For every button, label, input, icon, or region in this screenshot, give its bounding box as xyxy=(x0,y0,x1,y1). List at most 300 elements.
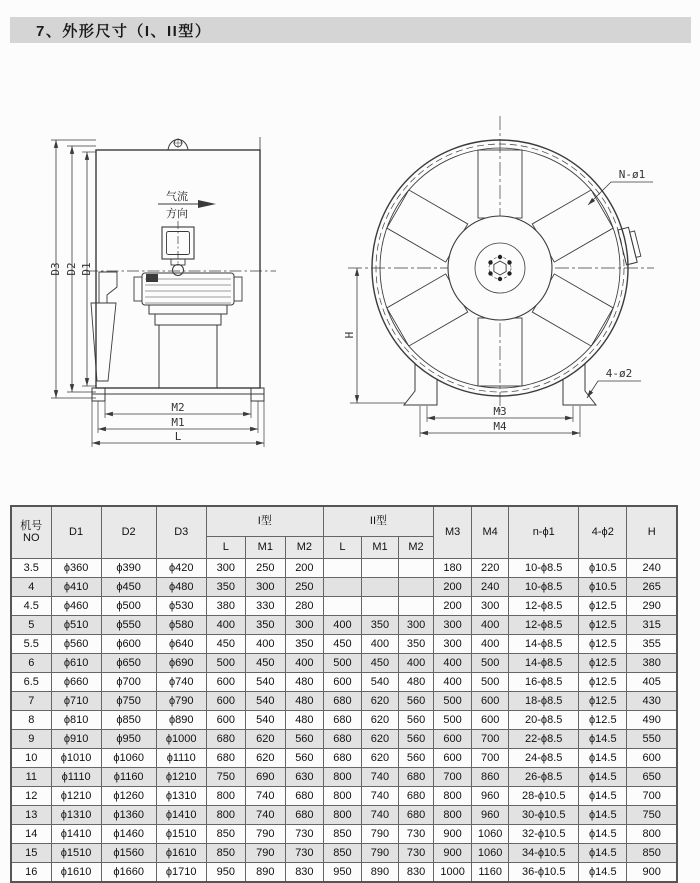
table-cell: 620 xyxy=(361,729,398,748)
table-cell: ϕ1310 xyxy=(51,805,101,824)
table-cell xyxy=(323,558,361,577)
col-header-type1-m1: M1 xyxy=(245,536,285,558)
side-view-drawing xyxy=(51,137,276,447)
table-cell: ϕ480 xyxy=(156,577,206,596)
table-cell: 680 xyxy=(206,748,245,767)
table-cell: ϕ460 xyxy=(51,596,101,615)
table-cell: 680 xyxy=(399,767,434,786)
dim-label-d1: D1 xyxy=(80,262,93,276)
hole-label-leaders xyxy=(587,182,653,398)
table-cell: 740 xyxy=(361,767,398,786)
table-cell: 450 xyxy=(245,653,285,672)
dim-label-l: L xyxy=(174,430,182,443)
table-cell: 350 xyxy=(399,634,434,653)
table-cell: ϕ1110 xyxy=(156,748,206,767)
table-cell: 690 xyxy=(245,767,285,786)
table-cell: 16 xyxy=(11,862,51,882)
table-cell: 900 xyxy=(434,824,472,843)
table-cell: 10-ϕ8.5 xyxy=(509,558,579,577)
table-cell: 540 xyxy=(245,672,285,691)
table-cell xyxy=(361,596,398,615)
table-cell: 800 xyxy=(434,786,472,805)
page-title: 7、外形尺寸（I、II型） xyxy=(36,22,212,40)
label-foot-hole: 4-ø2 xyxy=(605,367,633,380)
table-row xyxy=(11,634,677,653)
table-cell: 730 xyxy=(399,843,434,862)
table-cell: 400 xyxy=(361,634,398,653)
table-row xyxy=(11,577,677,596)
table-row xyxy=(11,653,677,672)
table-cell: ϕ690 xyxy=(156,653,206,672)
col-header-m3: M3 xyxy=(434,506,472,558)
table-cell: 600 xyxy=(434,748,472,767)
col-header-type2: II型 xyxy=(323,506,433,536)
table-row xyxy=(11,558,677,577)
table-cell: ϕ810 xyxy=(51,710,101,729)
table-cell: ϕ420 xyxy=(156,558,206,577)
table-cell: 680 xyxy=(285,805,323,824)
table-cell: 730 xyxy=(399,824,434,843)
airflow-label-bottom: 方向 xyxy=(166,208,188,220)
table-cell: 800 xyxy=(323,786,361,805)
table-cell: 560 xyxy=(399,729,434,748)
table-cell: 300 xyxy=(434,634,472,653)
table-row xyxy=(11,710,677,729)
table-cell: ϕ910 xyxy=(51,729,101,748)
col-header-no xyxy=(11,506,51,558)
table-cell: 950 xyxy=(323,862,361,882)
table-cell: 850 xyxy=(323,824,361,843)
table-cell: 560 xyxy=(399,710,434,729)
table-cell: 480 xyxy=(285,672,323,691)
table-cell: 900 xyxy=(627,862,677,882)
table-row xyxy=(11,786,677,805)
table-cell: 890 xyxy=(361,862,398,882)
table-cell: 380 xyxy=(206,596,245,615)
table-cell: ϕ1010 xyxy=(51,748,101,767)
table-cell: ϕ1610 xyxy=(51,862,101,882)
table-cell: 12 xyxy=(11,786,51,805)
table-cell: 26-ϕ8.5 xyxy=(509,767,579,786)
table-cell: 600 xyxy=(206,672,245,691)
table-cell: ϕ950 xyxy=(101,729,156,748)
table-cell: 14 xyxy=(11,824,51,843)
table-cell: 730 xyxy=(285,824,323,843)
col-header-no-bottom: NO xyxy=(23,532,40,545)
table-cell: ϕ1110 xyxy=(51,767,101,786)
col-header-d3: D3 xyxy=(156,506,206,558)
table-cell: 500 xyxy=(434,710,472,729)
table-row xyxy=(11,615,677,634)
table-cell: 600 xyxy=(627,748,677,767)
table-cell: ϕ1410 xyxy=(51,824,101,843)
table-cell: 620 xyxy=(245,748,285,767)
table-cell: 500 xyxy=(472,672,509,691)
col-header-n-phi1: n-ϕ1 xyxy=(509,506,579,558)
table-cell xyxy=(399,577,434,596)
table-cell: 480 xyxy=(399,672,434,691)
table-cell: ϕ650 xyxy=(101,653,156,672)
table-cell: 790 xyxy=(361,824,398,843)
table-cell: 560 xyxy=(285,729,323,748)
table-cell: ϕ580 xyxy=(156,615,206,634)
table-cell: 9 xyxy=(11,729,51,748)
table-cell: ϕ14.5 xyxy=(579,805,627,824)
table-cell: 400 xyxy=(472,615,509,634)
table-cell: ϕ10.5 xyxy=(579,577,627,596)
table-cell: 350 xyxy=(285,634,323,653)
table-cell: 850 xyxy=(323,843,361,862)
table-cell: 1060 xyxy=(472,843,509,862)
col-header-type1: I型 xyxy=(206,506,323,536)
table-cell: ϕ1310 xyxy=(156,786,206,805)
table-cell: ϕ12.5 xyxy=(579,672,627,691)
col-header-type2-m1: M1 xyxy=(361,536,398,558)
col-header-h: H xyxy=(627,506,677,558)
table-cell: 13 xyxy=(11,805,51,824)
table-cell: 3.5 xyxy=(11,558,51,577)
table-cell: ϕ1160 xyxy=(101,767,156,786)
table-cell: 400 xyxy=(245,634,285,653)
table-cell: ϕ14.5 xyxy=(579,862,627,882)
table-cell: ϕ1260 xyxy=(101,786,156,805)
motor-head xyxy=(162,221,194,276)
table-cell: 7 xyxy=(11,691,51,710)
table-cell: ϕ12.5 xyxy=(579,596,627,615)
table-cell: 12-ϕ8.5 xyxy=(509,615,579,634)
airflow-label-top: 气流 xyxy=(166,191,188,203)
table-cell: 300 xyxy=(206,558,245,577)
table-cell: 5.5 xyxy=(11,634,51,653)
table-cell: ϕ390 xyxy=(101,558,156,577)
table-cell: 500 xyxy=(206,653,245,672)
table-cell: 480 xyxy=(285,710,323,729)
table-cell: 620 xyxy=(245,729,285,748)
motor-body xyxy=(134,273,242,388)
table-cell: ϕ560 xyxy=(51,634,101,653)
table-cell: 22-ϕ8.5 xyxy=(509,729,579,748)
table-cell: ϕ12.5 xyxy=(579,691,627,710)
table-cell: ϕ740 xyxy=(156,672,206,691)
table-cell: 830 xyxy=(285,862,323,882)
table-cell: 220 xyxy=(472,558,509,577)
col-header-type2-l: L xyxy=(323,536,361,558)
front-extension-lines xyxy=(350,403,580,437)
table-cell: 850 xyxy=(627,843,677,862)
table-cell: 240 xyxy=(472,577,509,596)
col-header-d1: D1 xyxy=(51,506,101,558)
table-cell: 490 xyxy=(627,710,677,729)
fan-casing-outline xyxy=(96,150,260,388)
table-cell: ϕ410 xyxy=(51,577,101,596)
table-cell: 12-ϕ8.5 xyxy=(509,596,579,615)
table-cell: 10 xyxy=(11,748,51,767)
table-cell: 600 xyxy=(206,691,245,710)
table-cell: 180 xyxy=(434,558,472,577)
table-cell: ϕ1610 xyxy=(156,843,206,862)
table-cell: 400 xyxy=(434,653,472,672)
table-cell: 960 xyxy=(472,786,509,805)
table-cell: ϕ14.5 xyxy=(579,786,627,805)
table-cell: 350 xyxy=(206,577,245,596)
table-cell: 600 xyxy=(323,672,361,691)
hub xyxy=(448,216,552,320)
table-cell: 680 xyxy=(323,729,361,748)
table-cell: 860 xyxy=(472,767,509,786)
table-cell: 28-ϕ10.5 xyxy=(509,786,579,805)
table-cell: ϕ710 xyxy=(51,691,101,710)
table-cell: 1060 xyxy=(472,824,509,843)
table-cell: 6.5 xyxy=(11,672,51,691)
table-cell: 315 xyxy=(627,615,677,634)
table-cell: ϕ1710 xyxy=(156,862,206,882)
table-cell xyxy=(361,558,398,577)
table-cell xyxy=(323,577,361,596)
table-cell: 500 xyxy=(434,691,472,710)
table-cell: 20-ϕ8.5 xyxy=(509,710,579,729)
table-cell: 800 xyxy=(434,805,472,824)
table-cell: 950 xyxy=(206,862,245,882)
table-cell: 750 xyxy=(627,805,677,824)
table-cell: 800 xyxy=(627,824,677,843)
table-cell: 680 xyxy=(206,729,245,748)
table-row xyxy=(11,672,677,691)
table-cell: 300 xyxy=(472,596,509,615)
table-cell: 36-ϕ10.5 xyxy=(509,862,579,882)
table-cell: ϕ14.5 xyxy=(579,843,627,862)
table-cell: ϕ1510 xyxy=(156,824,206,843)
table-row xyxy=(11,596,677,615)
table-cell xyxy=(323,596,361,615)
table-row xyxy=(11,862,677,882)
dimensions-table-body xyxy=(11,558,677,882)
table-cell: 32-ϕ10.5 xyxy=(509,824,579,843)
table-cell: 250 xyxy=(245,558,285,577)
table-cell: 450 xyxy=(206,634,245,653)
table-cell: 680 xyxy=(399,786,434,805)
table-cell: ϕ790 xyxy=(156,691,206,710)
table-cell xyxy=(399,558,434,577)
table-cell: 400 xyxy=(323,615,361,634)
table-cell: ϕ1000 xyxy=(156,729,206,748)
table-cell: 400 xyxy=(399,653,434,672)
table-cell: ϕ1210 xyxy=(51,786,101,805)
table-cell: ϕ1210 xyxy=(156,767,206,786)
dim-label-m4: M4 xyxy=(493,420,507,433)
table-cell: 600 xyxy=(206,710,245,729)
table-cell: 430 xyxy=(627,691,677,710)
table-cell: 800 xyxy=(206,805,245,824)
table-cell: 4 xyxy=(11,577,51,596)
table-cell: 14-ϕ8.5 xyxy=(509,653,579,672)
table-cell: 790 xyxy=(361,843,398,862)
dimensions-table xyxy=(10,505,678,883)
table-cell: 250 xyxy=(285,577,323,596)
dim-label-d2: D2 xyxy=(65,262,78,276)
table-cell: 560 xyxy=(285,748,323,767)
table-cell: 18-ϕ8.5 xyxy=(509,691,579,710)
table-cell: 5 xyxy=(11,615,51,634)
table-row xyxy=(11,805,677,824)
airflow-arrow-icon xyxy=(198,200,216,208)
table-cell: ϕ1460 xyxy=(101,824,156,843)
table-cell: 6 xyxy=(11,653,51,672)
table-cell: 240 xyxy=(627,558,677,577)
table-cell: 16-ϕ8.5 xyxy=(509,672,579,691)
table-cell: 330 xyxy=(245,596,285,615)
table-cell: ϕ12.5 xyxy=(579,653,627,672)
table-cell: 830 xyxy=(399,862,434,882)
table-cell: ϕ1410 xyxy=(156,805,206,824)
table-cell: 960 xyxy=(472,805,509,824)
table-cell: 540 xyxy=(361,672,398,691)
table-cell: 890 xyxy=(245,862,285,882)
table-cell xyxy=(399,596,434,615)
table-cell: ϕ12.5 xyxy=(579,710,627,729)
table-cell: 10-ϕ8.5 xyxy=(509,577,579,596)
table-row xyxy=(11,729,677,748)
table-cell: 900 xyxy=(434,843,472,862)
table-cell xyxy=(361,577,398,596)
table-cell: 540 xyxy=(245,691,285,710)
table-cell: ϕ12.5 xyxy=(579,634,627,653)
table-cell: 750 xyxy=(206,767,245,786)
table-cell: 450 xyxy=(361,653,398,672)
table-cell: 400 xyxy=(285,653,323,672)
dim-label-m2: M2 xyxy=(171,401,185,414)
table-cell: 480 xyxy=(285,691,323,710)
table-cell: 300 xyxy=(285,615,323,634)
table-cell: ϕ610 xyxy=(51,653,101,672)
dim-label-m1: M1 xyxy=(171,416,185,429)
table-cell: 290 xyxy=(627,596,677,615)
table-cell: 4.5 xyxy=(11,596,51,615)
table-cell: 740 xyxy=(361,786,398,805)
table-cell: 680 xyxy=(323,710,361,729)
table-cell: 620 xyxy=(361,748,398,767)
table-cell: 680 xyxy=(285,786,323,805)
col-header-m4: M4 xyxy=(472,506,509,558)
table-cell: ϕ14.5 xyxy=(579,748,627,767)
table-cell: ϕ700 xyxy=(101,672,156,691)
table-cell: ϕ530 xyxy=(156,596,206,615)
table-cell: 790 xyxy=(245,824,285,843)
table-row xyxy=(11,748,677,767)
table-cell: 560 xyxy=(399,691,434,710)
table-cell: 850 xyxy=(206,843,245,862)
table-cell: 200 xyxy=(434,577,472,596)
table-cell: 300 xyxy=(399,615,434,634)
table-cell: 600 xyxy=(434,729,472,748)
table-cell: 200 xyxy=(434,596,472,615)
col-header-type1-m2: M2 xyxy=(285,536,323,558)
table-cell: 700 xyxy=(434,767,472,786)
col-header-4-phi2: 4-ϕ2 xyxy=(579,506,627,558)
table-cell: 280 xyxy=(285,596,323,615)
table-cell: 15 xyxy=(11,843,51,862)
table-cell: 680 xyxy=(399,805,434,824)
table-cell: ϕ450 xyxy=(101,577,156,596)
lifting-eye xyxy=(168,138,188,150)
table-row xyxy=(11,824,677,843)
table-cell: 300 xyxy=(434,615,472,634)
table-cell: 405 xyxy=(627,672,677,691)
table-row xyxy=(11,843,677,862)
table-cell: 1000 xyxy=(434,862,472,882)
table-cell: ϕ750 xyxy=(101,691,156,710)
col-header-d2: D2 xyxy=(101,506,156,558)
table-cell: 500 xyxy=(472,653,509,672)
table-cell: 850 xyxy=(206,824,245,843)
table-cell: 300 xyxy=(245,577,285,596)
table-cell: 350 xyxy=(361,615,398,634)
table-cell: ϕ550 xyxy=(101,615,156,634)
table-cell: 620 xyxy=(361,691,398,710)
table-cell: 800 xyxy=(206,786,245,805)
front-view-drawing xyxy=(348,116,654,437)
col-header-no-top: 机号 xyxy=(20,520,43,533)
support-bracket xyxy=(91,272,117,381)
table-cell: ϕ660 xyxy=(51,672,101,691)
table-cell: 680 xyxy=(323,748,361,767)
table-cell: ϕ10.5 xyxy=(579,558,627,577)
table-cell: 400 xyxy=(434,672,472,691)
table-cell: 740 xyxy=(245,805,285,824)
table-cell: 700 xyxy=(627,786,677,805)
table-cell: 400 xyxy=(472,634,509,653)
table-cell: ϕ1510 xyxy=(51,843,101,862)
table-cell: 400 xyxy=(206,615,245,634)
table-cell: 500 xyxy=(323,653,361,672)
table-cell: 355 xyxy=(627,634,677,653)
table-cell: 680 xyxy=(323,691,361,710)
table-cell: ϕ14.5 xyxy=(579,767,627,786)
table-cell: 560 xyxy=(399,748,434,767)
base-flange xyxy=(92,388,264,401)
table-cell: 800 xyxy=(323,767,361,786)
table-cell: 1160 xyxy=(472,862,509,882)
table-cell: 790 xyxy=(245,843,285,862)
table-header-row-1 xyxy=(11,506,677,536)
table-cell: ϕ14.5 xyxy=(579,729,627,748)
table-cell: 350 xyxy=(245,615,285,634)
dim-label-d3: D3 xyxy=(49,262,62,276)
table-cell: 600 xyxy=(472,710,509,729)
table-cell: ϕ500 xyxy=(101,596,156,615)
table-cell: ϕ850 xyxy=(101,710,156,729)
dimensions-table-container xyxy=(10,505,678,883)
table-cell: 740 xyxy=(245,786,285,805)
table-cell: 740 xyxy=(361,805,398,824)
col-header-type2-m2: M2 xyxy=(399,536,434,558)
table-cell: 450 xyxy=(323,634,361,653)
label-n-hole: N-ø1 xyxy=(618,168,646,181)
table-row xyxy=(11,691,677,710)
table-cell: ϕ1360 xyxy=(101,805,156,824)
table-cell: 800 xyxy=(323,805,361,824)
table-cell: ϕ640 xyxy=(156,634,206,653)
table-cell: 11 xyxy=(11,767,51,786)
table-cell: 34-ϕ10.5 xyxy=(509,843,579,862)
table-cell: 650 xyxy=(627,767,677,786)
table-cell: ϕ12.5 xyxy=(579,615,627,634)
table-cell: ϕ890 xyxy=(156,710,206,729)
table-cell: 550 xyxy=(627,729,677,748)
table-row xyxy=(11,767,677,786)
table-cell: 700 xyxy=(472,748,509,767)
table-cell: 600 xyxy=(472,691,509,710)
terminal-box xyxy=(618,226,642,265)
